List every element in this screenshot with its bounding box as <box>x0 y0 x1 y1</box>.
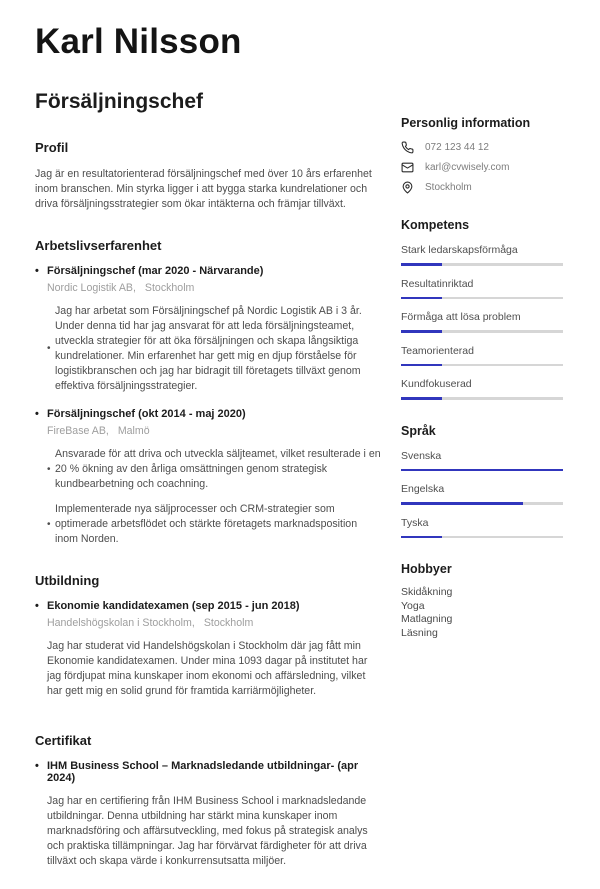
main-column <box>35 24 381 869</box>
language-item <box>401 450 563 472</box>
phone-number: 072 123 44 12 <box>425 142 489 153</box>
skill-label: Resultatinriktad <box>401 277 474 290</box>
certificate-entry <box>35 760 381 869</box>
person-job-title: Försäljningschef <box>35 89 204 113</box>
language-label: Tyska <box>401 516 429 529</box>
languages-section <box>401 424 563 539</box>
job-company: FireBase AB, <box>47 424 109 437</box>
contact-row-email <box>401 161 563 174</box>
job-title-row <box>35 265 381 277</box>
job-description: • Implementerade nya säljprocesser och CRM-strategier som optimerade arbetsflödet och stärkte företagets marknadsposition inom Norden. <box>47 502 358 545</box>
job-entry-title: Försäljningschef (mar 2020 - Närvarande) <box>47 264 264 277</box>
hobby-list <box>401 586 563 640</box>
education-entry <box>35 600 381 699</box>
experience-entry <box>35 408 381 547</box>
location-text: Stockholm <box>425 182 472 193</box>
skill-label: Stark ledarskapsförmåga <box>401 244 518 256</box>
bullet-icon: • <box>47 463 51 475</box>
skill-item <box>401 244 563 266</box>
education-location: Stockholm <box>203 616 254 629</box>
education-entry-title: Ekonomie kandidatexamen (sep 2015 - jun 2018) <box>47 599 300 612</box>
skill-item <box>401 345 563 367</box>
email-icon <box>401 161 414 174</box>
job-company: Nordic Logistik AB, <box>47 281 136 294</box>
language-meter <box>401 469 563 472</box>
skill-meter <box>401 330 563 333</box>
education-description: Jag har studerat vid Handelshögskolan i Stockholm där jag fått min Ekonomie kandidatexamen. Under mina 1093 dagar på institutet har jag fördjupat mina kunskaper inom ekonomi och affärsledning, vilket har gett mig en solid grund för framtida karriärmöjligheter. <box>47 639 368 697</box>
bullet-icon: • <box>47 518 51 530</box>
skill-meter <box>401 397 563 400</box>
bullet-icon: • <box>35 759 39 772</box>
skill-meter <box>401 263 563 266</box>
job-description: • Jag har arbetat som Försäljningschef på Nordic Logistik AB i 3 år. Under denna tid har jag ansvarat för att leda försäljningsteamet, utveckla strategier för att öka försäljningen och skapa långsiktiga kundrelationer. Min erfarenhet har gett mig en djup förståelse för logistikbranschen och jag har bidragit till företagets tillväxt genom effektiva försäljningsstrategier. <box>47 304 362 392</box>
language-label: Engelska <box>401 483 445 495</box>
skill-item <box>401 311 563 333</box>
education-school: Handelshögskolan i Stockholm, <box>47 616 195 629</box>
contact-row-phone <box>401 141 563 154</box>
job-location: Stockholm <box>144 281 195 294</box>
email-address: karl@cvwisely.com <box>425 162 510 173</box>
language-meter <box>401 536 563 539</box>
education-title-row <box>35 600 381 612</box>
certificate-entry-title: IHM Business School – Marknadsledande utbildningar- (apr 2024) <box>47 759 359 784</box>
job-location: Malmö <box>117 424 150 437</box>
location-pin-icon <box>401 181 414 194</box>
section-heading-skills: Kompetens <box>401 218 470 232</box>
job-company-line <box>47 282 381 294</box>
hobby-item: Matlagning <box>401 613 453 625</box>
hobby-item: Läsning <box>401 626 438 639</box>
skill-item <box>401 278 563 300</box>
experience-entry <box>35 265 381 394</box>
skill-meter-fill <box>401 364 442 367</box>
sidebar-column <box>401 116 563 869</box>
skill-meter <box>401 297 563 300</box>
job-title-row <box>35 408 381 420</box>
education-school-line <box>47 617 381 629</box>
certificate-title-row <box>35 760 381 784</box>
skill-label: Kundfokuserad <box>401 378 472 390</box>
skill-meter <box>401 364 563 367</box>
skill-meter-fill <box>401 263 442 266</box>
job-company-line <box>47 425 381 437</box>
phone-icon <box>401 141 414 154</box>
hobbies-section <box>401 562 563 640</box>
job-entry-title: Försäljningschef (okt 2014 - maj 2020) <box>47 407 246 420</box>
bullet-icon: • <box>47 343 51 355</box>
section-heading-education: Utbildning <box>35 572 100 588</box>
language-meter-fill <box>401 469 563 472</box>
skill-label: Teamorienterad <box>401 344 474 357</box>
section-heading-languages: Språk <box>401 423 436 438</box>
language-meter <box>401 502 563 505</box>
skill-meter-fill <box>401 330 442 333</box>
contact-row-location <box>401 181 563 194</box>
profile-text: Jag är en resultatorienterad försäljningschef med över 10 års erfarenhet inom branschen. Min styrka ligger i att bygga starka kundrelationer och driva försäljningsstrategier som ökar intäkterna och främjar tillväxt. <box>35 167 372 210</box>
person-name: Karl Nilsson <box>35 22 242 61</box>
skill-meter-fill <box>401 397 442 400</box>
skill-item <box>401 378 563 400</box>
job-description: • Ansvarade för att driva och utveckla säljteamet, vilket resulterade i en 20 % ökning av den årliga omsättningen genom strategisk kundbearbetning och coachning. <box>47 447 381 490</box>
hobby-item: Skidåkning <box>401 586 453 598</box>
skill-label: Förmåga att lösa problem <box>401 311 521 323</box>
certificate-description: Jag har en certifiering från IHM Business School i marknadsledande utbildningar. Denna utbildning har stärkt mina kunskaper inom marknadsföring och affärsutveckling, med fokus på strategisk analys och praktiska tillämpningar. Jag har förvärvat färdigheter för att driva tillväxt och skapa värde i konkurrensutsatta miljöer. <box>47 794 368 867</box>
section-heading-experience: Arbetslivserfarenhet <box>35 237 162 253</box>
section-heading-hobbies: Hobbyer <box>401 562 452 576</box>
bullet-icon: • <box>35 264 39 277</box>
skills-section <box>401 218 563 400</box>
language-label: Svenska <box>401 449 442 462</box>
language-meter-fill <box>401 502 523 505</box>
section-heading-profile: Profil <box>35 139 69 155</box>
language-item <box>401 483 563 505</box>
section-heading-certificates: Certifikat <box>35 732 92 748</box>
section-heading-personal-info: Personlig information <box>401 116 531 130</box>
bullet-icon: • <box>35 599 39 612</box>
language-meter-fill <box>401 536 442 539</box>
skill-meter-fill <box>401 297 442 300</box>
language-item <box>401 517 563 539</box>
bullet-icon: • <box>35 407 39 420</box>
contact-list <box>401 141 563 194</box>
hobby-item: Yoga <box>401 599 425 612</box>
